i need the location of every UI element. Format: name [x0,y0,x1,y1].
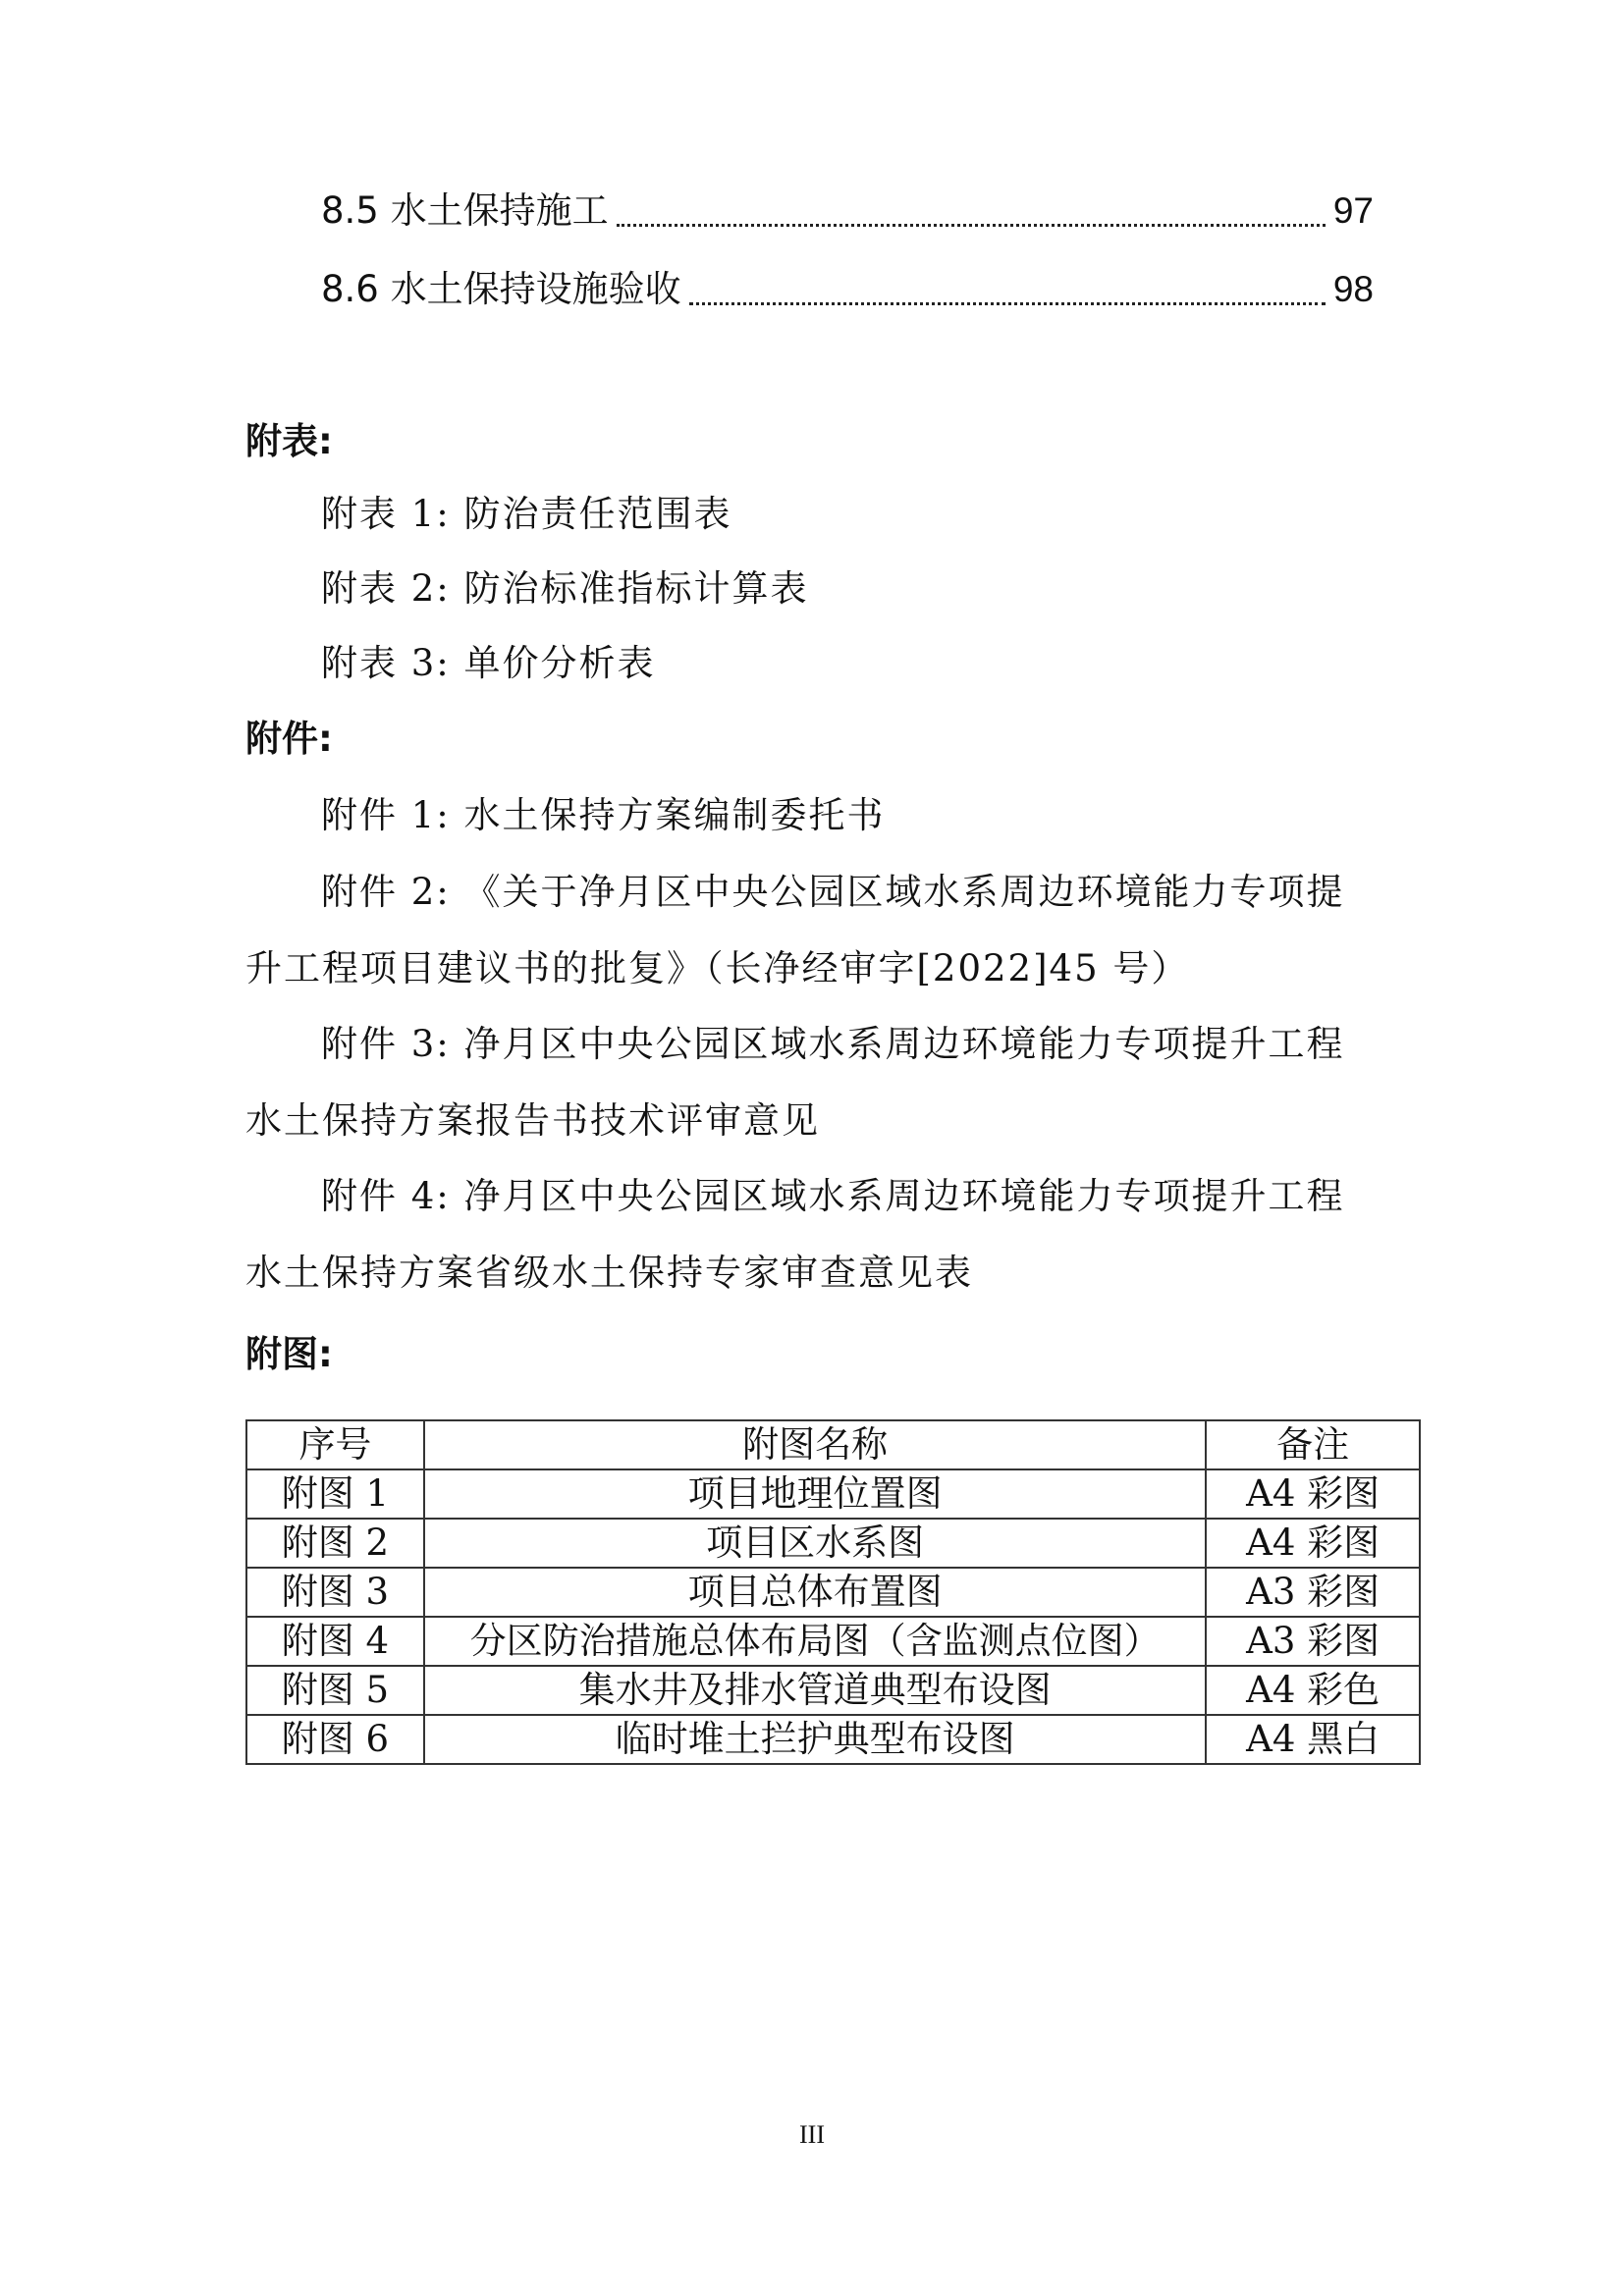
attachment-item [245,854,1375,1007]
attachments-heading: 附件: [245,718,333,760]
attachment-item [245,1006,1375,1159]
cell-no: 附图 3 [246,1568,424,1617]
toc-leader-dots [689,301,1326,305]
item-label: 附表 1: [321,493,451,535]
table-row [246,1617,1420,1666]
item-label: 附表 3: [321,642,451,684]
cell-no: 附图 5 [246,1666,424,1715]
item-text: 防治标准指标计算表 [463,567,809,610]
item-label: 附件 3: [321,1023,451,1065]
cell-name: 项目地理位置图 [424,1469,1206,1519]
cell-no: 附图 2 [246,1519,424,1568]
cell-note: A4 黑白 [1206,1715,1420,1764]
cell-note: A4 彩图 [1206,1519,1420,1568]
column-header-note: 备注 [1206,1420,1420,1469]
item-text: 单价分析表 [463,642,656,684]
attached-table-item [245,551,1375,627]
column-header-no: 序号 [246,1420,424,1469]
item-text: 防治责任范围表 [463,493,732,535]
item-label: 附表 2: [321,567,451,610]
toc-entry[interactable] [321,182,1374,240]
cell-name: 临时堆土拦护典型布设图 [424,1715,1206,1764]
attached-figures-heading: 附图: [245,1333,333,1375]
column-header-name: 附图名称 [424,1420,1206,1469]
cell-note: A3 彩图 [1206,1617,1420,1666]
attached-table-item [245,476,1375,553]
attached-figures-table [245,1419,1421,1765]
table-row [246,1715,1420,1764]
item-text: 净月区中央公园区域水系周边环境能力专项提升工程水土保持方案报告书技术评审意见 [245,1023,1345,1142]
cell-name: 分区防治措施总体布局图（含监测点位图） [424,1617,1206,1666]
cell-note: A3 彩图 [1206,1568,1420,1617]
table-row [246,1469,1420,1519]
cell-note: A4 彩色 [1206,1666,1420,1715]
toc-entry-page: 98 [1332,269,1374,309]
item-label: 附件 2: [321,871,451,913]
toc-entry-label: 8.6 水土保持设施验收 [321,268,681,310]
table-row [246,1666,1420,1715]
item-label: 附件 4: [321,1175,451,1217]
item-text: 《关于净月区中央公园区域水系周边环境能力专项提升工程项目建议书的批复》（长净经审字[2022]45 号） [245,871,1345,989]
toc-leader-dots [617,223,1326,227]
cell-note: A4 彩图 [1206,1469,1420,1519]
cell-no: 附图 6 [246,1715,424,1764]
cell-no: 附图 1 [246,1469,424,1519]
cell-name: 项目总体布置图 [424,1568,1206,1617]
attached-tables-heading: 附表: [245,420,333,462]
attachment-item [245,777,1375,854]
page-number: III [799,2120,825,2149]
toc-entry-page: 97 [1332,190,1374,231]
cell-name: 集水井及排水管道典型布设图 [424,1666,1206,1715]
toc-entry-label: 8.5 水土保持施工 [321,189,609,232]
table-row [246,1568,1420,1617]
cell-name: 项目区水系图 [424,1519,1206,1568]
attached-table-item [245,625,1375,702]
table-row [246,1519,1420,1568]
table-header-row [246,1420,1420,1469]
cell-no: 附图 4 [246,1617,424,1666]
item-text: 净月区中央公园区域水系周边环境能力专项提升工程水土保持方案省级水土保持专家审查意见表 [245,1175,1345,1294]
attachment-item [245,1158,1375,1311]
item-text: 水土保持方案编制委托书 [463,794,886,836]
toc-entry[interactable] [321,260,1374,319]
item-label: 附件 1: [321,794,451,836]
